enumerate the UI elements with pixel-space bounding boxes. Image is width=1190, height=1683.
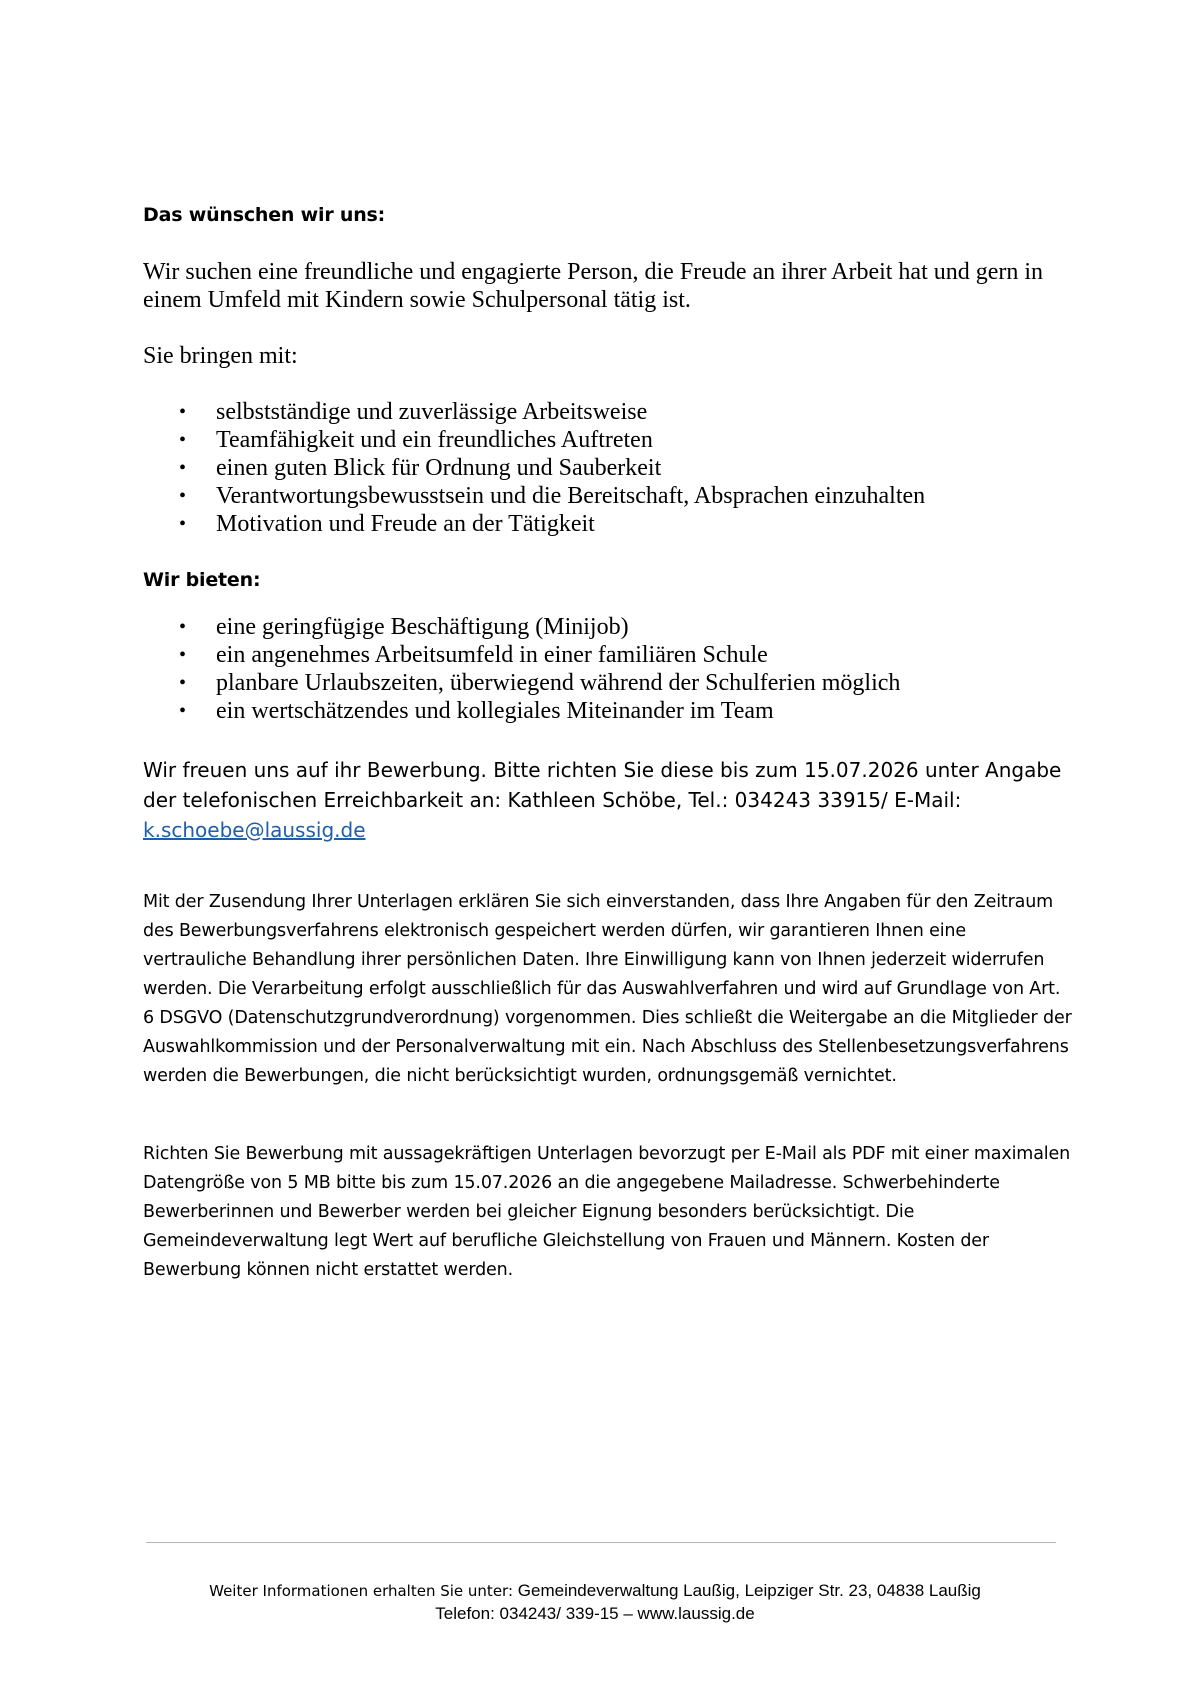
list-item: • Motivation und Freude an der Tätigkeit — [179, 511, 595, 537]
requirements-list — [143, 398, 925, 538]
benefits-list — [143, 613, 900, 725]
footer-address-line — [0, 1581, 1190, 1601]
wishes-intro: Wir suchen eine freundliche und engagierte Person, die Freude an ihrer Arbeit hat und gern in einem Umfeld mit Kindern sowie Schulpersonal tätig ist. — [143, 259, 1044, 313]
bring-label: Sie bringen mit: — [143, 343, 298, 369]
bullet-icon: • — [179, 429, 187, 451]
application-paragraph — [143, 755, 1073, 845]
bullet-icon: • — [179, 644, 187, 666]
email-link[interactable]: k.schoebe@laussig.de — [143, 818, 366, 842]
bullet-icon: • — [179, 700, 187, 722]
list-item: • Verantwortungsbewusstsein und die Bereitschaft, Absprachen einzuhalten — [179, 483, 926, 509]
bullet-icon: • — [179, 457, 187, 479]
privacy-paragraph: Mit der Zusendung Ihrer Unterlagen erklären Sie sich einverstanden, dass Ihre Angaben für den Zeitraum des Bewerbungsverfahrens elektronisch gespeichert werden dürfen, wir garantieren Ihnen eine vertrauliche Behandlung ihrer persönlichen Daten. Ihre Einwilligung kann von Ihnen jederzeit widerrufen werden. Die Verarbeitung erfolgt ausschließlich für das Auswahlverfahren und wird auf Grundlage von Art. 6 DSGVO (Datenschutzgrundverordnung) vorgenommen. Dies schließt die Weitergabe an die Mitglieder der Auswahlkommission und der Personalverwaltung mit ein. Nach Abschluss des Stellenbesetzungsverfahrens werden die Bewerbungen, die nicht berücksichtigt wurden, ordnungsgemäß vernichtet. — [143, 892, 1072, 1086]
wishes-heading: Das wünschen wir uns: — [143, 204, 386, 226]
footer-contact-line: Telefon: 034243/ 339-15 – www.laussig.de — [435, 1604, 755, 1623]
footer-divider — [146, 1542, 1056, 1543]
footer-lead: Weiter Informationen erhalten Sie unter: — [209, 1582, 518, 1600]
list-item: • Teamfähigkeit und ein freundliches Auftreten — [179, 427, 653, 453]
submission-paragraph: Richten Sie Bewerbung mit aussagekräftigen Unterlagen bevorzugt per E-Mail als PDF mit einer maximalen Datengröße von 5 MB bitte bis zum 15.07.2026 an die angegebene Mailadresse. Schwerbehinderte Bewerberinnen und Bewerber werden bei gleicher Eignung besonders berücksichtigt. Die Gemeindeverwaltung legt Wert auf berufliche Gleichstellung von Frauen und Männern. Kosten der Bewerbung können nicht erstattet werden. — [143, 1144, 1071, 1280]
list-item: • eine geringfügige Beschäftigung (Minijob) — [179, 614, 629, 640]
bullet-icon: • — [179, 401, 187, 423]
offer-heading: Wir bieten: — [143, 569, 261, 591]
bullet-icon: • — [179, 513, 187, 535]
list-item: • ein angenehmes Arbeitsumfeld in einer familiären Schule — [179, 642, 768, 668]
application-text: Wir freuen uns auf ihr Bewerbung. Bitte richten Sie diese bis zum 15.07.2026 unter Angabe der telefonischen Erreichbarkeit an: Kathleen Schöbe, Tel.: 034243 33915/ E-Mail: — [143, 758, 1062, 812]
list-item: • ein wertschätzendes und kollegiales Miteinander im Team — [179, 698, 774, 724]
list-item: • planbare Urlaubszeiten, überwiegend während der Schulferien möglich — [179, 670, 901, 696]
bullet-icon: • — [179, 485, 187, 507]
list-item: • selbstständige und zuverlässige Arbeitsweise — [179, 399, 648, 425]
bullet-icon: • — [179, 672, 187, 694]
footer-address: Gemeindeverwaltung Laußig, Leipziger Str. 23, 04838 Laußig — [517, 1581, 981, 1600]
list-item: • einen guten Blick für Ordnung und Sauberkeit — [179, 455, 662, 481]
bullet-icon: • — [179, 616, 187, 638]
